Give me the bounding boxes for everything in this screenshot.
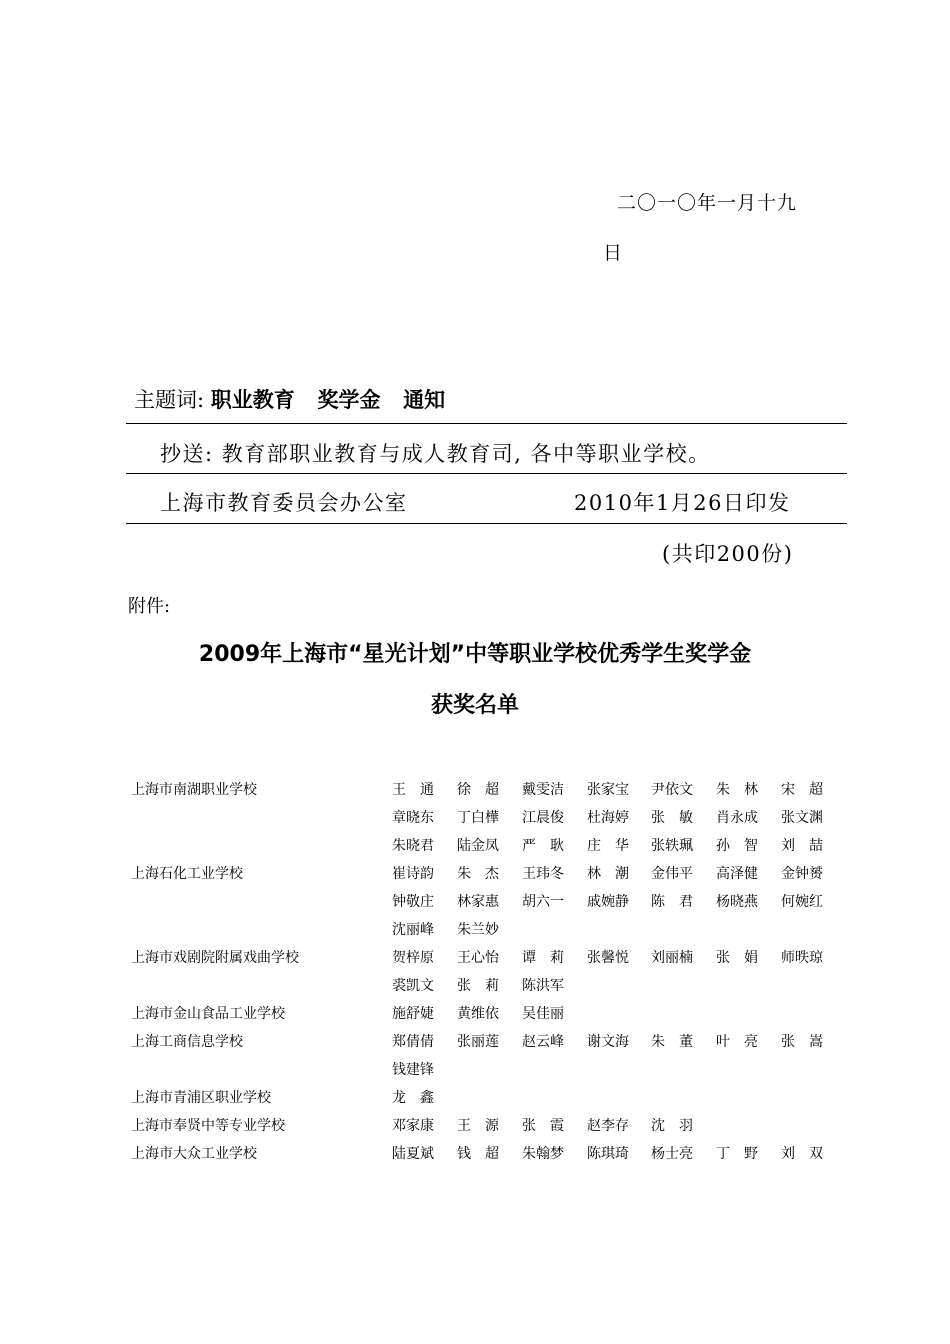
keyword-1: 职业教育 — [210, 388, 295, 412]
student-name: 钱建锋 — [392, 1062, 434, 1078]
school-name: 上海市戏剧院附属戏曲学校 — [131, 950, 299, 966]
student-name: 高泽健 — [716, 866, 758, 882]
student-name: 施舒婕 — [392, 1006, 434, 1022]
student-name: 谢文海 — [587, 1034, 629, 1050]
student-name: 杜海婷 — [587, 810, 629, 826]
student-name: 朱 董 — [651, 1034, 693, 1050]
student-name: 林家惠 — [457, 894, 499, 910]
student-name: 戴雯洁 — [522, 782, 564, 798]
student-name: 朱晓君 — [392, 838, 434, 854]
student-name: 尹依文 — [651, 782, 693, 798]
student-name: 肖永成 — [716, 810, 758, 826]
student-name: 林 潮 — [587, 866, 629, 882]
keywords-label: 主题词: — [134, 388, 205, 412]
student-name: 张家宝 — [587, 782, 629, 798]
student-name: 张丽莲 — [457, 1034, 499, 1050]
student-name: 徐 超 — [457, 782, 499, 798]
student-name: 贺梓原 — [392, 950, 434, 966]
student-name: 朱 杰 — [457, 866, 499, 882]
student-name: 丁 野 — [716, 1146, 758, 1162]
student-name: 张 霞 — [522, 1118, 564, 1134]
issuer-office: 上海市教育委员会办公室 — [160, 491, 408, 515]
school-name: 上海市南湖职业学校 — [131, 782, 257, 798]
student-name: 谭 莉 — [522, 950, 564, 966]
student-name: 陈洪军 — [522, 978, 564, 994]
student-name: 胡六一 — [522, 894, 564, 910]
document-title-line1: 2009年上海市“星光计划”中等职业学校优秀学生奖学金 — [198, 642, 752, 667]
document-title-line2: 获奖名单 — [430, 693, 519, 718]
keyword-3: 通知 — [403, 388, 446, 412]
student-name: 刘 双 — [781, 1146, 823, 1162]
student-name: 丁白樺 — [457, 810, 499, 826]
cc-line: 抄送: 教育部职业教育与成人教育司, 各中等职业学校。 — [160, 442, 711, 466]
student-name: 陈 君 — [651, 894, 693, 910]
school-name: 上海市奉贤中等专业学校 — [131, 1118, 285, 1134]
student-name: 陈琪琦 — [587, 1146, 629, 1162]
student-name: 王玮冬 — [522, 866, 564, 882]
student-name: 黄维依 — [457, 1006, 499, 1022]
attachment-label: 附件: — [128, 596, 171, 617]
school-name: 上海工商信息学校 — [131, 1034, 243, 1050]
student-name: 张 敏 — [651, 810, 693, 826]
student-name: 沈丽峰 — [392, 922, 434, 938]
student-name: 朱 林 — [716, 782, 758, 798]
student-name: 杨晓燕 — [716, 894, 758, 910]
student-name: 严 耿 — [522, 838, 564, 854]
student-name: 钟敬庄 — [392, 894, 434, 910]
student-name: 龙 鑫 — [392, 1090, 434, 1106]
student-name: 沈 羽 — [651, 1118, 693, 1134]
student-name: 刘 喆 — [781, 838, 823, 854]
student-name: 赵云峰 — [522, 1034, 564, 1050]
student-name: 师昳琼 — [781, 950, 823, 966]
signing-date-line1: 二〇一〇年一月十九 — [617, 192, 798, 214]
student-name: 邓家康 — [392, 1118, 434, 1134]
student-name: 叶 亮 — [716, 1034, 758, 1050]
student-name: 张轶珮 — [651, 838, 693, 854]
student-name: 裘凯文 — [392, 978, 434, 994]
student-name: 戚婉静 — [587, 894, 629, 910]
student-name: 朱翰梦 — [522, 1146, 564, 1162]
student-name: 宋 超 — [781, 782, 823, 798]
school-name: 上海市大众工业学校 — [131, 1146, 257, 1162]
student-name: 孙 智 — [716, 838, 758, 854]
student-name: 章晓东 — [392, 810, 434, 826]
student-name: 庄 华 — [587, 838, 629, 854]
student-name: 王心怡 — [457, 950, 499, 966]
student-name: 崔诗韵 — [392, 866, 434, 882]
student-name: 张 嵩 — [781, 1034, 823, 1050]
student-name: 郑倩倩 — [392, 1034, 434, 1050]
student-name: 朱兰妙 — [457, 922, 499, 938]
signing-date-line2: 日 — [603, 242, 624, 264]
keyword-2: 奖学金 — [317, 388, 381, 412]
student-name: 金伟平 — [651, 866, 693, 882]
student-name: 刘丽楠 — [651, 950, 693, 966]
student-name: 张 莉 — [457, 978, 499, 994]
student-name: 江晨俊 — [522, 810, 564, 826]
student-name: 赵李存 — [587, 1118, 629, 1134]
student-name: 陆金凤 — [457, 838, 499, 854]
print-copies: (共印200份) — [662, 542, 794, 566]
student-name: 王 通 — [392, 782, 434, 798]
student-name: 陆夏斌 — [392, 1146, 434, 1162]
school-name: 上海石化工业学校 — [131, 866, 243, 882]
student-name: 吴佳丽 — [522, 1006, 564, 1022]
student-name: 张 娟 — [716, 950, 758, 966]
student-name: 张馨悦 — [587, 950, 629, 966]
school-name: 上海市青浦区职业学校 — [131, 1090, 271, 1106]
student-name: 张文渊 — [781, 810, 823, 826]
student-name: 钱 超 — [457, 1146, 499, 1162]
school-name: 上海市金山食品工业学校 — [131, 1006, 285, 1022]
student-name: 何婉红 — [781, 894, 823, 910]
student-name: 金钟赟 — [781, 866, 823, 882]
print-date: 2010年1月26日印发 — [574, 491, 791, 515]
student-name: 杨士亮 — [651, 1146, 693, 1162]
student-name: 王 源 — [457, 1118, 499, 1134]
